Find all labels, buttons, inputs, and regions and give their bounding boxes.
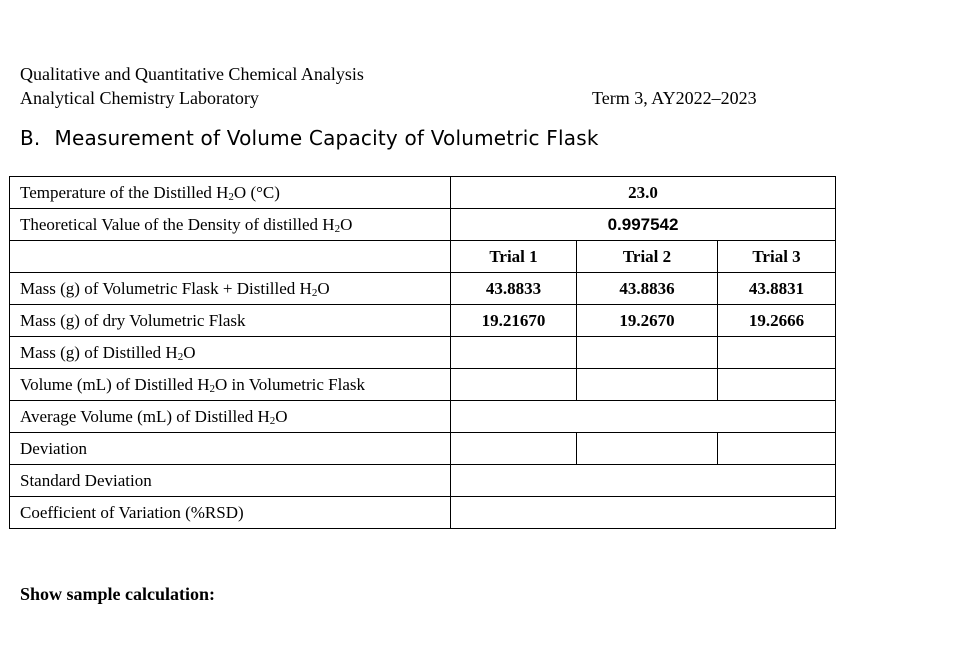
std-dev-label: Standard Deviation	[10, 465, 451, 497]
mass-water-trial-1	[451, 337, 577, 369]
show-calculation-label: Show sample calculation:	[20, 584, 216, 604]
trial-3-header: Trial 3	[718, 241, 836, 273]
mass-flask-water-trial-1: 43.8833	[451, 273, 577, 305]
table-row-cv	[10, 497, 836, 529]
cv-value	[451, 497, 836, 529]
mass-flask-water-trial-3: 43.8831	[718, 273, 836, 305]
trial-2-header: Trial 2	[577, 241, 718, 273]
mass-water-label: Mass (g) of Distilled $H_2O$	[10, 337, 451, 369]
deviation-trial-2	[577, 433, 718, 465]
temperature-label: Temperature of the Distilled $H_2O$ (°C)	[10, 177, 451, 209]
table-row-volume-water	[10, 369, 836, 401]
course-title: Qualitative and Quantitative Chemical Analysis	[20, 64, 364, 84]
mass-dry-flask-label: Mass (g) of dry Volumetric Flask	[10, 305, 451, 337]
section-heading	[20, 124, 599, 152]
table-row-average-volume	[10, 401, 836, 433]
volumetric-flask-table	[9, 176, 836, 529]
volume-water-trial-3	[718, 369, 836, 401]
average-volume-value	[451, 401, 836, 433]
density-value: 0.997542	[451, 209, 836, 241]
lab-title: Analytical Chemistry Laboratory	[20, 88, 259, 108]
density-label: Theoretical Value of the Density of distilled $H_2O$	[10, 209, 451, 241]
table-row-mass-dry-flask	[10, 305, 836, 337]
empty-header-cell	[10, 241, 451, 273]
table-row-deviation	[10, 433, 836, 465]
table-row-temperature	[10, 177, 836, 209]
mass-water-trial-2	[577, 337, 718, 369]
term-label: Term 3, AY2022–2023	[592, 88, 757, 108]
table-row-mass-flask-water	[10, 273, 836, 305]
deviation-trial-3	[718, 433, 836, 465]
volume-water-label: Volume (mL) of Distilled $H_2O$ in Volumetric Flask	[10, 369, 451, 401]
table-row-trial-headers	[10, 241, 836, 273]
std-dev-value	[451, 465, 836, 497]
average-volume-label: Average Volume (mL) of Distilled $H_2O$	[10, 401, 451, 433]
mass-flask-water-trial-2: 43.8836	[577, 273, 718, 305]
cv-label: Coefficient of Variation (%RSD)	[10, 497, 451, 529]
section-title-text: Measurement of Volume Capacity of Volumetric Flask	[54, 126, 599, 150]
mass-water-trial-3	[718, 337, 836, 369]
mass-dry-flask-trial-2: 19.2670	[577, 305, 718, 337]
mass-dry-flask-trial-3: 19.2666	[718, 305, 836, 337]
table-row-std-dev	[10, 465, 836, 497]
temperature-value: 23.0	[451, 177, 836, 209]
volume-water-trial-2	[577, 369, 718, 401]
mass-dry-flask-trial-1: 19.21670	[451, 305, 577, 337]
table-row-density	[10, 209, 836, 241]
volume-water-trial-1	[451, 369, 577, 401]
deviation-label: Deviation	[10, 433, 451, 465]
trial-1-header: Trial 1	[451, 241, 577, 273]
mass-flask-water-label: Mass (g) of Volumetric Flask + Distilled $H_2O$	[10, 273, 451, 305]
table-row-mass-water	[10, 337, 836, 369]
section-letter: B.	[20, 126, 41, 150]
deviation-trial-1	[451, 433, 577, 465]
